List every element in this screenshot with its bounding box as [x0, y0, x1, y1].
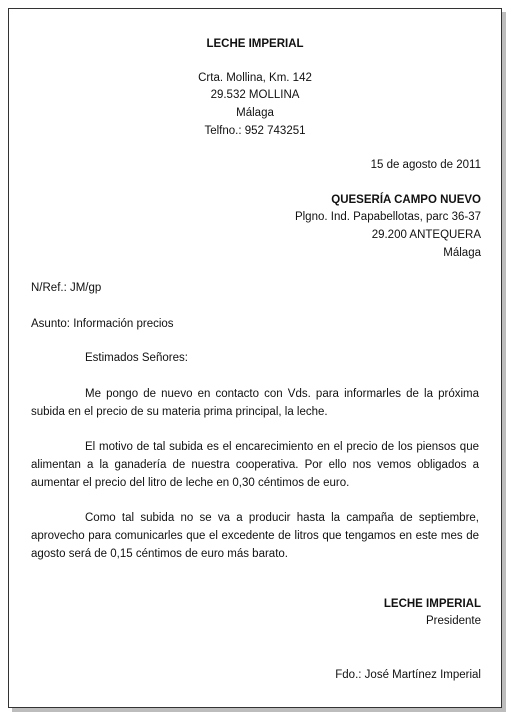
recipient-address-line2: 29.200 ANTEQUERA	[371, 229, 481, 241]
subject-line: Asunto: Información precios	[31, 318, 174, 330]
letter-page	[8, 8, 502, 708]
closing-role: Presidente	[426, 615, 481, 627]
sender-address-line2: 29.532 MOLLINA	[210, 89, 300, 101]
body-paragraph-3: Como tal subida no se va a producir hasta la campaña de septiembre, aprovecho para comunicarles que el excedente de litros que tengamos en este mes de agosto será de 0,15 céntimos de euro más barato.	[31, 512, 479, 560]
letter-date: 15 de agosto de 2011	[370, 159, 481, 171]
sender-address-line3: Málaga	[236, 107, 274, 119]
sender-address-line1: Crta. Mollina, Km. 142	[198, 72, 312, 84]
recipient-name: QUESERÍA CAMPO NUEVO	[331, 194, 481, 206]
body-paragraph-2: El motivo de tal subida es el encarecimiento en el precio de los piensos que alimentan a la ganadería de nuestra cooperativa. Por ello nos vemos obligados a aumentar el precio del litro de leche en 0,30 céntimos de euro.	[31, 441, 479, 489]
recipient-address-line3: Málaga	[443, 247, 481, 259]
sender-name: LECHE IMPERIAL	[206, 38, 304, 50]
signature-line: Fdo.: José Martínez Imperial	[335, 669, 481, 681]
greeting: Estimados Señores:	[85, 352, 188, 364]
closing-company: LECHE IMPERIAL	[383, 598, 481, 610]
body-paragraph-1: Me pongo de nuevo en contacto con Vds. para informarles de la próxima subida en el precio de su materia prima principal, la leche.	[31, 388, 479, 418]
recipient-address-line1: Plgno. Ind. Papabellotas, parc 36-37	[294, 211, 481, 223]
sender-phone: Telfno.: 952 743251	[204, 125, 306, 137]
reference-line: N/Ref.: JM/gp	[31, 282, 102, 294]
